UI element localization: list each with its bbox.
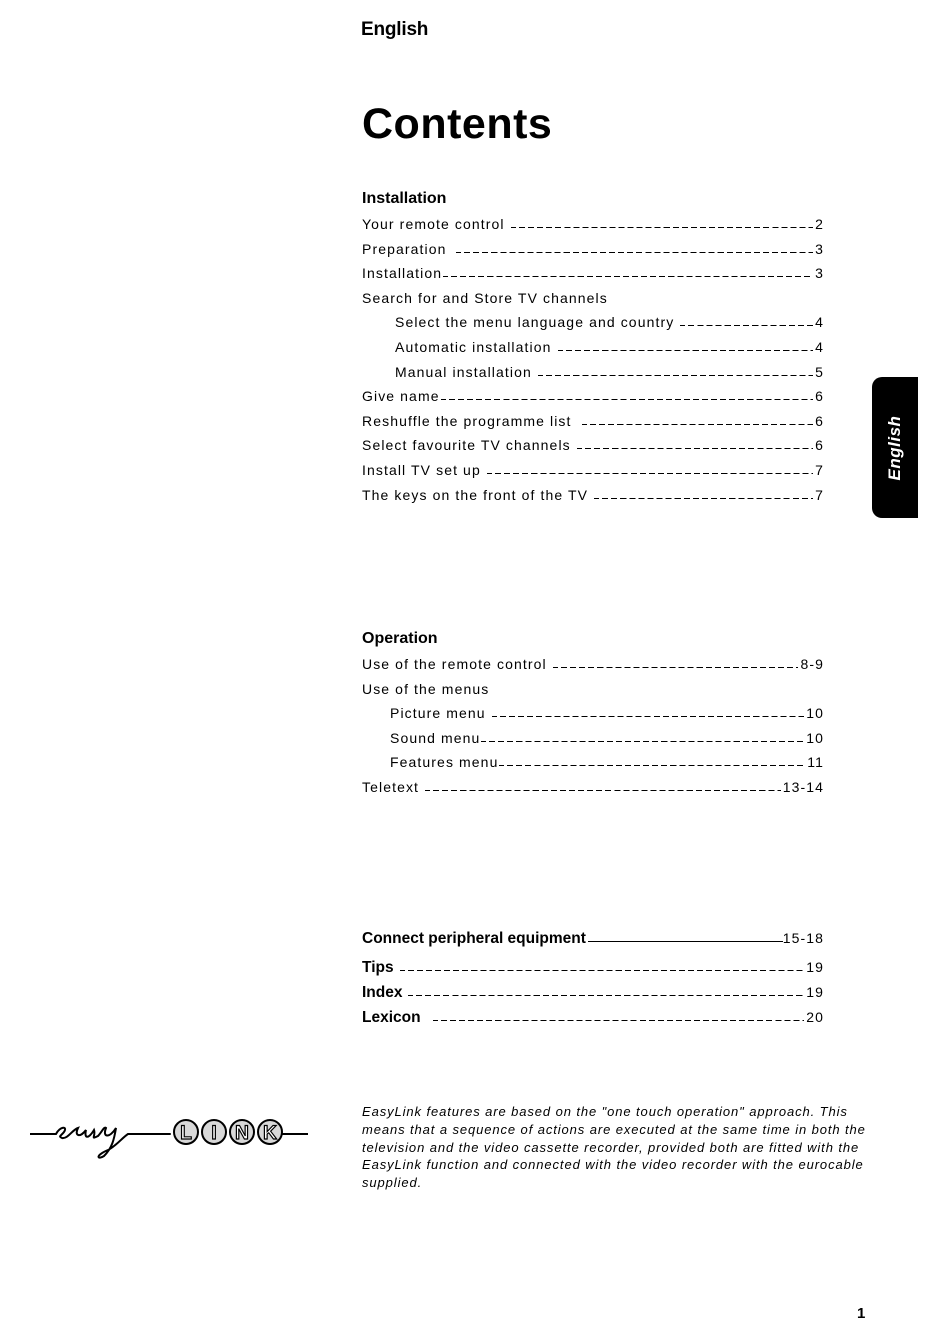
dot-leader xyxy=(443,275,813,277)
easylink-logo-graphic xyxy=(28,1112,310,1162)
toc-entry-label: Features menu xyxy=(390,754,499,771)
dot-leader xyxy=(582,423,814,425)
dot-leader xyxy=(433,1019,805,1021)
toc-entry[interactable] xyxy=(362,413,824,438)
dot-leader xyxy=(553,666,799,668)
dot-leader xyxy=(456,251,813,253)
toc-entry-label: Your remote control xyxy=(362,216,505,232)
toc-entry-page: 5 xyxy=(815,363,824,380)
toc-entry-label: Automatic installation xyxy=(395,338,552,355)
toc-entry-label: Use of the remote control xyxy=(362,656,547,672)
dot-leader xyxy=(408,994,804,996)
toc-entry[interactable] xyxy=(362,339,824,364)
toc-entry-label: Installation xyxy=(362,265,443,282)
dot-leader xyxy=(538,374,813,376)
toc-entry[interactable] xyxy=(362,705,824,730)
toc-entry-page: 7 xyxy=(815,461,824,478)
dot-leader xyxy=(499,764,805,766)
toc-entry-page: 3 xyxy=(815,265,824,282)
toc-entry-label: Index xyxy=(362,983,403,1001)
toc-entry-page: 2 xyxy=(815,216,824,232)
toc-entry-label: Install TV set up xyxy=(362,461,481,478)
toc-entry-label: Lexicon xyxy=(362,1008,421,1026)
toc-entry-label: Search for and Store TV channels xyxy=(362,289,608,306)
svg-text:L: L xyxy=(180,1123,192,1144)
section-heading: Installation xyxy=(362,190,447,207)
dot-leader xyxy=(680,324,813,326)
toc-entry[interactable] xyxy=(362,1009,824,1034)
toc-entry-label: Select the menu language and country xyxy=(395,314,675,331)
toc-entry-page: 19 xyxy=(806,983,824,1000)
toc-entry[interactable] xyxy=(362,265,824,290)
toc-entry-page: 6 xyxy=(815,412,824,429)
toc-entry[interactable] xyxy=(362,779,824,804)
svg-text:N: N xyxy=(235,1123,249,1144)
side-tab-label: English xyxy=(885,415,904,480)
toc-entry[interactable] xyxy=(362,959,824,984)
page-number: 1 xyxy=(857,1305,866,1322)
toc-entry-page: 6 xyxy=(815,437,824,454)
toc-entry[interactable] xyxy=(362,656,824,681)
toc-entry[interactable] xyxy=(362,314,824,339)
toc-entry-label: Teletext xyxy=(362,778,420,795)
toc-entry-label: Reshuffle the programme list xyxy=(362,412,572,429)
toc-entry-label: Tips xyxy=(362,959,394,976)
toc-entry[interactable] xyxy=(362,730,824,755)
dot-leader xyxy=(558,349,814,351)
toc-entry-label: Select favourite TV channels xyxy=(362,437,571,454)
dot-leader xyxy=(577,447,813,449)
dot-leader xyxy=(594,497,813,499)
toc-entry[interactable] xyxy=(362,437,824,462)
toc-entry-page: 20 xyxy=(806,1008,824,1025)
toc-entry-label: Sound menu xyxy=(390,729,481,746)
toc-section-installation xyxy=(362,187,824,511)
page-title: Contents xyxy=(362,100,553,148)
language-side-tab xyxy=(872,377,918,518)
toc-entry[interactable] xyxy=(362,216,824,241)
toc-entry-page: 11 xyxy=(807,754,824,771)
toc-entry-label: The keys on the front of the TV xyxy=(362,486,589,503)
toc-section-operation xyxy=(362,627,824,804)
toc-entry-page: 4 xyxy=(815,338,824,355)
dot-leader xyxy=(481,740,804,742)
toc-entry-page: 3 xyxy=(815,240,824,257)
toc-section-other xyxy=(362,930,824,1033)
toc-entry-page: 10 xyxy=(806,705,824,722)
toc-entry-label: Preparation xyxy=(362,240,447,257)
dot-leader xyxy=(425,789,781,791)
toc-entry[interactable] xyxy=(362,754,824,779)
toc-entry-page: 19 xyxy=(806,959,824,975)
toc-entry[interactable] xyxy=(362,290,824,315)
toc-entry[interactable] xyxy=(362,462,824,487)
dot-leader xyxy=(441,398,814,400)
toc-entry-page: 6 xyxy=(815,388,824,405)
toc-entry-label: Connect peripheral equipment xyxy=(362,930,586,947)
dot-leader xyxy=(400,969,805,971)
language-header: English xyxy=(361,19,429,40)
toc-entry-label: Give name xyxy=(362,388,440,405)
dot-leader xyxy=(487,472,813,474)
toc-entry-label: Manual installation xyxy=(395,363,532,380)
toc-entry[interactable] xyxy=(362,388,824,413)
toc-entry[interactable] xyxy=(362,984,824,1009)
toc-entry-page: 10 xyxy=(806,729,824,746)
toc-entry-page: 13-14 xyxy=(782,778,824,795)
toc-entry-label: Picture menu xyxy=(390,705,486,722)
toc-entry-page: 7 xyxy=(815,486,824,503)
underline-leader xyxy=(588,940,783,942)
toc-entry[interactable] xyxy=(362,487,824,512)
svg-text:I: I xyxy=(211,1123,217,1144)
dot-leader xyxy=(511,226,814,228)
toc-entry[interactable] xyxy=(362,364,824,389)
toc-entry[interactable] xyxy=(362,930,824,959)
toc-entry-label: Use of the menus xyxy=(362,680,490,697)
toc-entry-page: 8-9 xyxy=(800,656,824,672)
dot-leader xyxy=(492,715,805,717)
toc-entry-page: 4 xyxy=(815,314,824,331)
easylink-description: EasyLink features are based on the "one touch operation" approach. This means that a sequence of actions are executed at the same time in both the television and the video cassette recorder, provided both are fitted with the EasyLink function and connected with the video recorder with the eurocable supplied. xyxy=(362,1104,866,1191)
section-heading: Operation xyxy=(362,630,438,647)
toc-entry-page: 15-18 xyxy=(782,930,824,946)
easylink-logo xyxy=(28,1112,310,1162)
toc-entry[interactable] xyxy=(362,681,824,706)
svg-text:K: K xyxy=(263,1123,277,1144)
toc-entry[interactable] xyxy=(362,241,824,266)
